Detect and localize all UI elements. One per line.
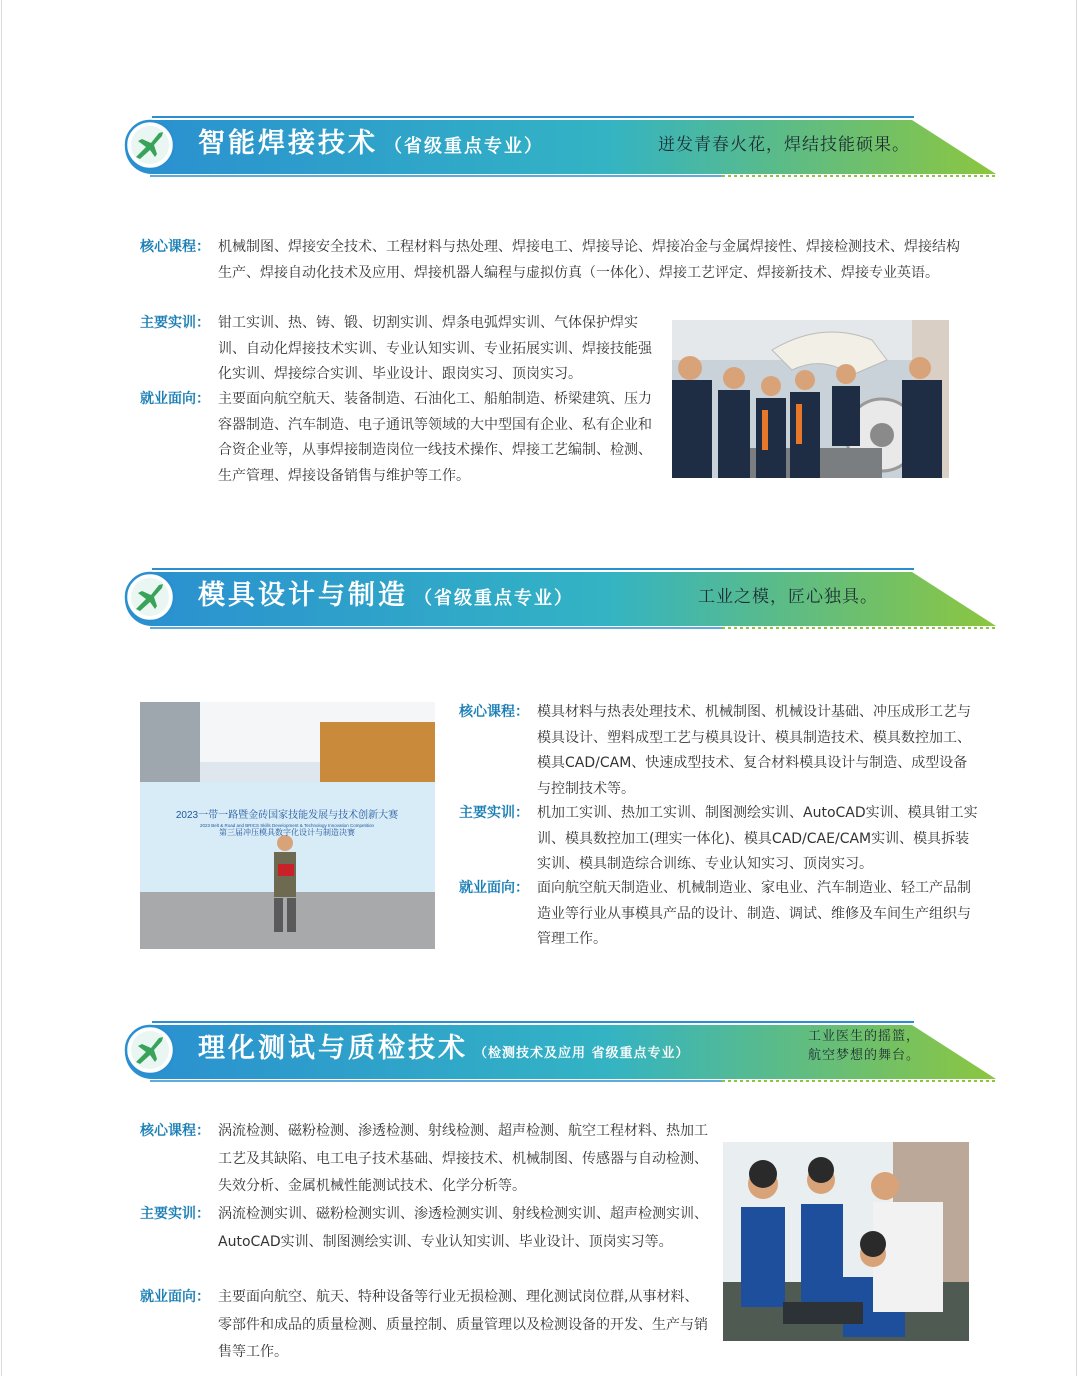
training-label: 主要实训： (459, 805, 529, 821)
training-text: 机加工实训、热加工实训、制图测绘实训、AutoCAD实训、模具钳工实训、模具数控加工(理实一体化)、模具CAD/CAE/CAM实训、模具拆装实训、模具制造综合训练、专业认知实习、顶岗实习。 (537, 805, 978, 872)
training-text: 钳工实训、热、铸、锻、切割实训、焊条电弧焊实训、气体保护焊实训、自动化焊接技术实训、专业认知实训、专业拓展实训、焊接技能强化实训、焊接综合实训、毕业设计、跟岗实习、顶岗实习。 (218, 315, 652, 382)
employment-text: 主要面向航空、航天、特种设备等行业无损检测、理化测试岗位群,从事材料、零部件和成品的质量检测、质量控制、质量管理以及检测设备的开发、生产与销售等工作。 (218, 1289, 708, 1360)
section-slogan (808, 1027, 920, 1065)
section-subtitle: （检测技术及应用 省级重点专业） (474, 1046, 690, 1061)
training-block (140, 1201, 712, 1256)
core-course-label: 核心课程： (140, 1123, 210, 1139)
banner-line1: 2023一带一路暨金砖国家技能发展与技术创新大赛 (175, 810, 399, 821)
section-subtitle: （省级重点专业） (414, 588, 574, 609)
welding-robot-photo (672, 320, 949, 478)
slogan-line-2: 航空梦想的舞台。 (807, 1048, 920, 1063)
section-subtitle: （省级重点专业） (384, 136, 544, 157)
training-label: 主要实训： (140, 315, 210, 331)
banner-line2: 2023 Belt & Road and BRICS Skills Development & Technology Innovation Competition (199, 823, 375, 828)
training-block (459, 801, 981, 878)
employment-label: 就业面向： (140, 1289, 210, 1305)
section-banner-testing (122, 1021, 996, 1083)
employment-label: 就业面向： (459, 880, 529, 896)
training-text: 涡流检测实训、磁粉检测实训、渗透检测实训、射线检测实训、超声检测实训、AutoCAD实训、制图测绘实训、专业认知实训、毕业设计、顶岗实习等。 (218, 1206, 708, 1250)
section-title: 智能焊接技术 （省级重点专业） (198, 128, 544, 159)
core-course-text: 模具材料与热表处理技术、机械制图、机械设计基础、冲压成形工艺与模具设计、塑料成型工艺与模具设计、模具制造技术、模具数控加工、模具CAD/CAM、快速成型技术、复合材料模具设计与制造、成型设备与控制技术等。 (537, 704, 971, 797)
section-title: 模具设计与制造 （省级重点专业） (198, 580, 574, 611)
training-label: 主要实训： (140, 1206, 210, 1222)
employment-block (140, 387, 662, 489)
jet-plane-icon (124, 1024, 176, 1076)
core-course-text: 机械制图、焊接安全技术、工程材料与热处理、焊接电工、焊接导论、焊接冶金与金属焊接性、焊接检测技术、焊接结构生产、焊接自动化技术及应用、焊接机器人编程与虚拟仿真（一体化）、焊接工艺评定、焊接新技术、焊接专业英语。 (218, 239, 960, 281)
jet-plane-icon (124, 119, 176, 171)
core-course-label: 核心课程： (459, 704, 529, 720)
core-course-block (140, 1118, 712, 1201)
testing-lab-photo (723, 1142, 969, 1341)
core-course-block (459, 700, 981, 802)
slogan-line-1: 工业医生的摇篮， (807, 1029, 920, 1044)
training-block (140, 311, 662, 388)
section-title: 理化测试与质检技术 （检测技术及应用 省级重点专业） (198, 1033, 690, 1064)
section-banner-mold (122, 568, 996, 630)
employment-block (140, 1284, 712, 1367)
banner-line3: 第三届冲压模具数字化设计与制造决赛 (219, 828, 355, 837)
employment-text: 主要面向航空航天、装备制造、石油化工、船舶制造、桥梁建筑、压力容器制造、汽车制造、电子通讯等领域的大中型国有企业、私有企业和合资企业等，从事焊接制造岗位一线技术操作、焊接工艺编制、检测、生产管理、焊接设备销售与维护等工作。 (218, 391, 652, 484)
core-course-text: 涡流检测、磁粉检测、渗透检测、射线检测、超声检测、航空工程材料、热加工工艺及其缺陷、电工电子技术基础、焊接技术、机械制图、传感器与自动检测、失效分析、金属机械性能测试技术、化学分析等。 (218, 1123, 708, 1194)
employment-text: 面向航空航天制造业、机械制造业、家电业、汽车制造业、轻工产品制造业等行业从事模具产品的设计、制造、调试、维修及车间生产组织与管理工作。 (537, 880, 971, 947)
jet-plane-icon (124, 571, 176, 623)
section-slogan: 迸发青春火花，焊结技能硕果。 (658, 135, 910, 155)
employment-block (459, 876, 981, 953)
core-course-label: 核心课程： (140, 239, 210, 255)
section-banner-welding (122, 116, 996, 178)
core-course-block (140, 235, 960, 286)
employment-label: 就业面向： (140, 391, 210, 407)
competition-photo (140, 702, 435, 949)
section-slogan: 工业之模，匠心独具。 (698, 587, 878, 607)
